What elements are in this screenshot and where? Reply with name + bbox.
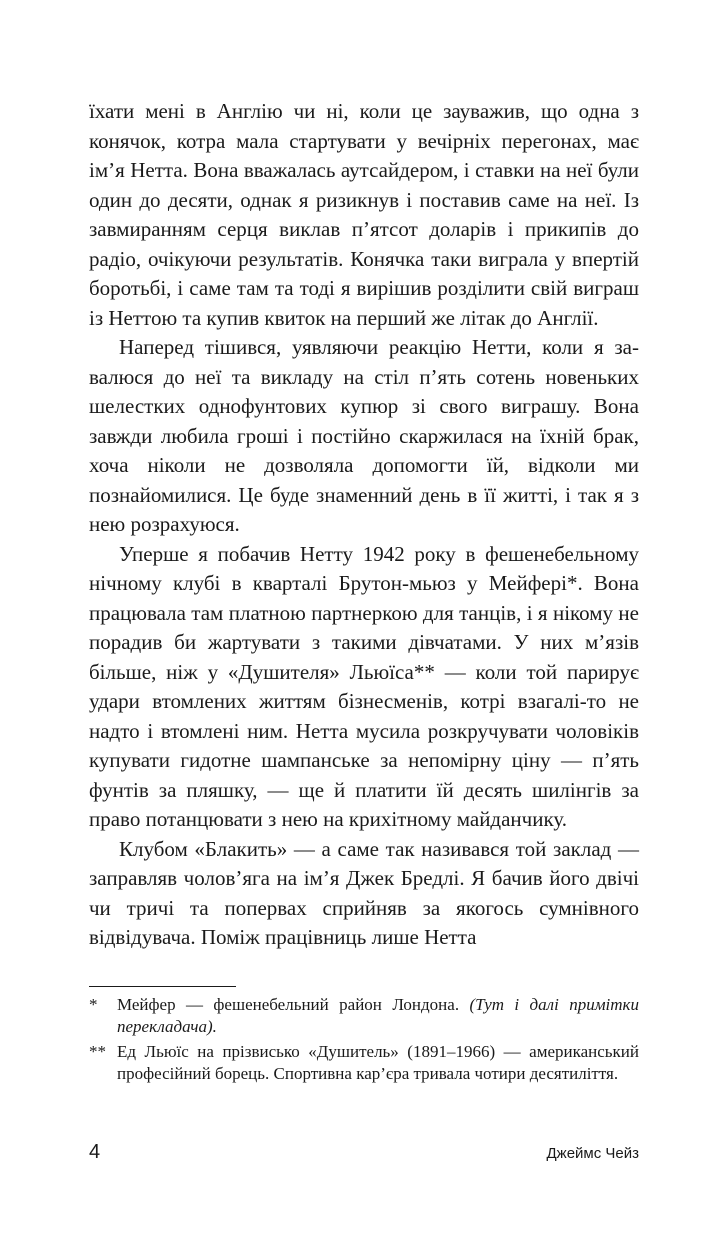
footnote-italic-note: (Тут і далі примітки перекладача). xyxy=(117,995,640,1036)
paragraph-2: Наперед тішився, уявляючи реакцію Нетти, коли я завалюся до неї та викладу на стіл п’ять сотень новеньких шелестких однофунтових купюр зі свого виграшу. Вона завжди любила гроші і постійно скаржилася на їхній брак, хоча ніколи не дозволяла допомогти їй, відколи ми познайомилися. Це буде знаменний день в її житті, і так я з нею розрахуюся. xyxy=(89,335,639,536)
footnote-text: Ед Льюїс на прізвисько «Душитель» (1891–1966) — американський професійний борець. Спортивна кар’єра тривала чотири десятиліття. xyxy=(117,1042,639,1083)
footnote-2 xyxy=(89,1041,639,1085)
paragraph-3: Уперше я побачив Нетту 1942 року в фешенебельному нічному клубі в кварталі Брутон-мьюз у Мейфері*. Вона працювала там платною партнеркою для танців, і я нікому не порадив би жартувати з такими дівчатами. У них м’язів більше, ніж у «Душителя» Льюїса** — коли той парирує удари втомлених життям бізнесменів, котрі взагалі-то не надто і втомлені ним. Нетта мусила розкручувати чоловіків купувати гидотне шампанське за непомірну ціну — п’ять фунтів за пляшку, — ще й платити їй десять шилінгів за право потанцювати з нею на крихітному майданчику. xyxy=(89,541,639,831)
paragraph-1: їхати мені в Англію чи ні, коли це зауважив, що одна з конячок, котра мала стартувати у вечірніх перегонах, має ім’я Нетта. Вона вважалась аутсайдером, і ставки на неї були один до десяти, однак я ризикнув і поставив саме на неї. Із завмиранням серця виклав п’ятсот доларів і прикипів до радіо, очікуючи результатів. Конячка таки виграла у впертій боротьбі, і саме там та тоді я вирішив розділити свій виграш із Неттою та купив квиток на перший же літак до Англії. xyxy=(89,99,639,330)
page-number: 4 xyxy=(89,1141,101,1163)
footnote-text xyxy=(117,994,639,1038)
footnote-body: Мейфер — фешенебельний район Лондона. xyxy=(117,995,470,1014)
running-author: Джеймс Чейз xyxy=(546,1145,639,1162)
main-text xyxy=(89,97,639,953)
footnote-divider xyxy=(89,986,236,987)
paragraph-4: Клубом «Блакить» — а саме так називався той заклад — заправляв чолов’яга на ім’я Джек Бредлі. Я бачив його двічі чи тричі та попервах сприйняв за якогось сумнівного відвідувача. Поміж працівниць лише Нетта xyxy=(89,836,639,949)
footnotes xyxy=(89,994,639,1088)
footnote-mark: ** xyxy=(89,1042,106,1061)
footnote-mark: * xyxy=(89,995,98,1014)
footnote-1 xyxy=(89,994,639,1038)
